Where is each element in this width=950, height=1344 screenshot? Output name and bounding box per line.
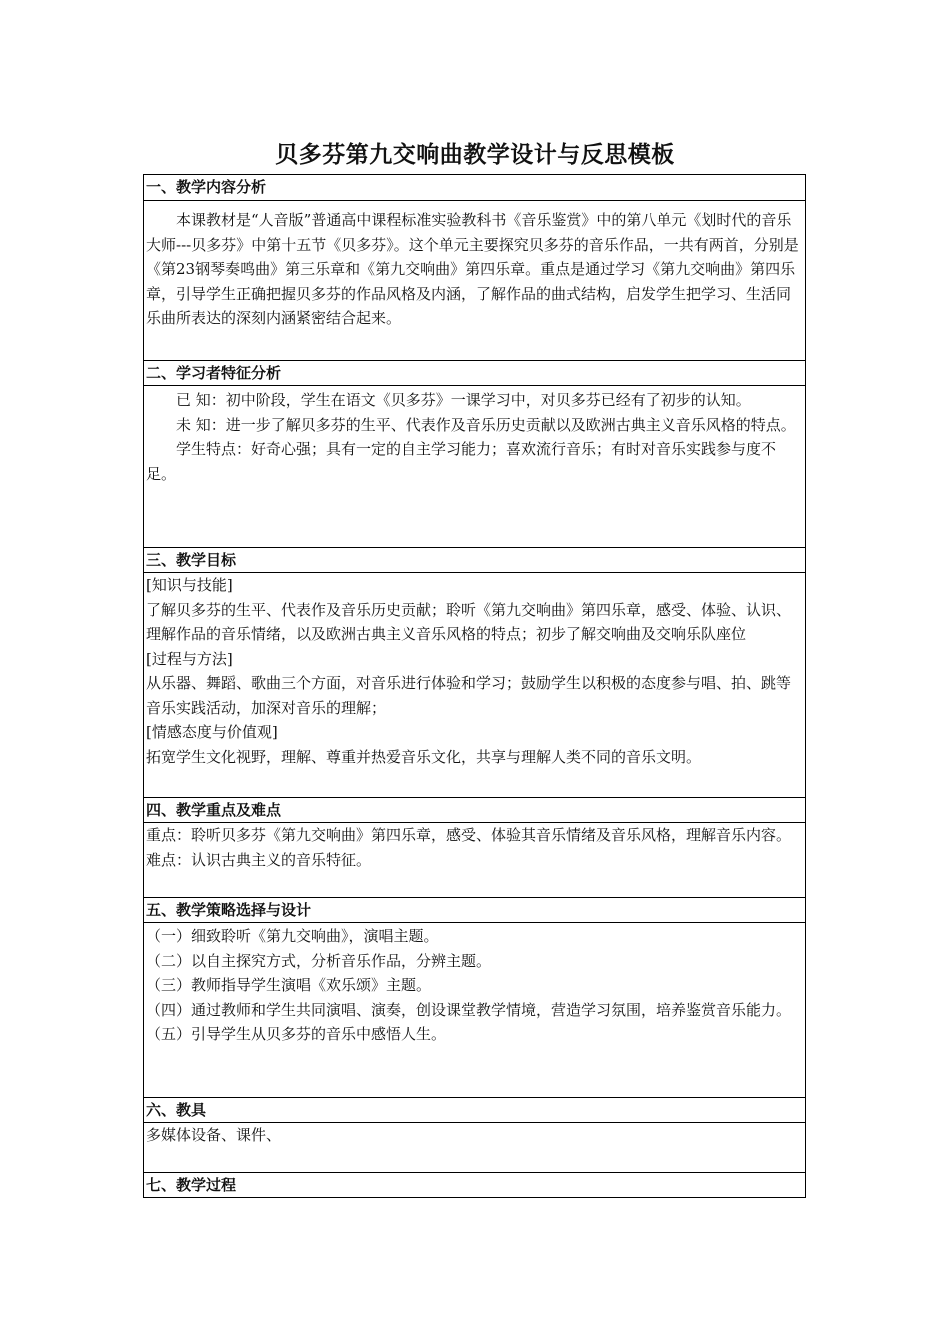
strategy-item: （三）教师指导学生演唱《欢乐颂》主题。 [146,976,432,994]
section-heading-teaching-process: 七、教学过程 [144,1172,805,1197]
teaching-aids-text: 多媒体设备、课件、 [146,1126,282,1144]
lesson-plan-table [143,174,806,1198]
strategy-item: （二）以自主探究方式，分析音乐作品，分辨主题。 [146,951,492,970]
learner-traits: 学生特点：好奇心强；具有一定的自主学习能力；喜欢流行音乐；有时对音乐实践参与度不足。 [146,440,777,483]
learner-known: 已 知：初中阶段，学生在语文《贝多芬》一课学习中，对贝多芬已经有了初步的认知。 [176,391,751,409]
key-difficult-cell [144,822,805,897]
strategy-item: （五）引导学生从贝多芬的音乐中感悟人生。 [146,1025,447,1043]
objective-emotion-label: [情感态度与价值观] [146,723,278,741]
teaching-strategy-cell [144,922,805,1097]
content-analysis-text: 本课教材是“人音版”普通高中课程标准实验教科书《音乐鉴赏》中的第八单元《划时代的音乐大师---贝多芬》中第十五节《贝多芬》。这个单元主要探究贝多芬的音乐作品，一共有两首，分别是《第23钢琴奏鸣曲》第三乐章和《第九交响曲》第四乐章。重点是通过学习《第九交响曲》第四乐章，引导学生正确把握贝多芬的作品风格及内涵，了解作品的曲式结构，启发学生把学习、生活同乐曲所表达的深刻内涵紧密结合起来。 [146,211,799,327]
learner-unknown: 未 知：进一步了解贝多芬的生平、代表作及音乐历史贡献以及欧洲古典主义音乐风格的特点。 [176,415,796,434]
objective-process-text: 从乐器、舞蹈、歌曲三个方面，对音乐进行体验和学习；鼓励学生以积极的态度参与唱、拍、跳等音乐实践活动，加深对音乐的理解； [146,674,792,717]
difficult-point-text: 难点：认识古典主义的音乐特征。 [146,850,372,869]
content-analysis-cell [144,200,805,360]
section-heading-teaching-objectives: 三、教学目标 [144,547,805,572]
section-heading-key-difficult: 四、教学重点及难点 [144,797,805,822]
objective-process-label: [过程与方法] [146,649,233,668]
section-heading-teaching-aids: 六、教具 [144,1097,805,1122]
teaching-objectives-cell [144,572,805,797]
strategy-item: （一）细致聆听《第九交响曲》，演唱主题。 [146,927,439,945]
learner-analysis-cell [144,385,805,547]
section-heading-teaching-strategy: 五、教学策略选择与设计 [144,897,805,922]
section-heading-learner-analysis: 二、学习者特征分析 [144,360,805,385]
document-title: 贝多芬第九交响曲教学设计与反思模板 [275,142,675,168]
teaching-aids-cell [144,1122,805,1172]
key-point-text: 重点：聆听贝多芬《第九交响曲》第四乐章，感受、体验其音乐情绪及音乐风格，理解音乐内容。 [146,826,792,844]
strategy-item: （四）通过教师和学生共同演唱、演奏，创设课堂教学情境，营造学习氛围，培养鉴赏音乐能力。 [146,1000,792,1019]
objective-knowledge-text: 了解贝多芬的生平、代表作及音乐历史贡献；聆听《第九交响曲》第四乐章，感受、体验、认识、理解作品的音乐情绪，以及欧洲古典主义音乐风格的特点；初步了解交响曲及交响乐队座位 [146,600,792,643]
objective-emotion-text: 拓宽学生文化视野，理解、尊重并热爱音乐文化，共享与理解人类不同的音乐文明。 [146,747,702,766]
objective-knowledge-label: [知识与技能] [146,576,233,594]
section-heading-content-analysis: 一、教学内容分析 [146,178,267,196]
